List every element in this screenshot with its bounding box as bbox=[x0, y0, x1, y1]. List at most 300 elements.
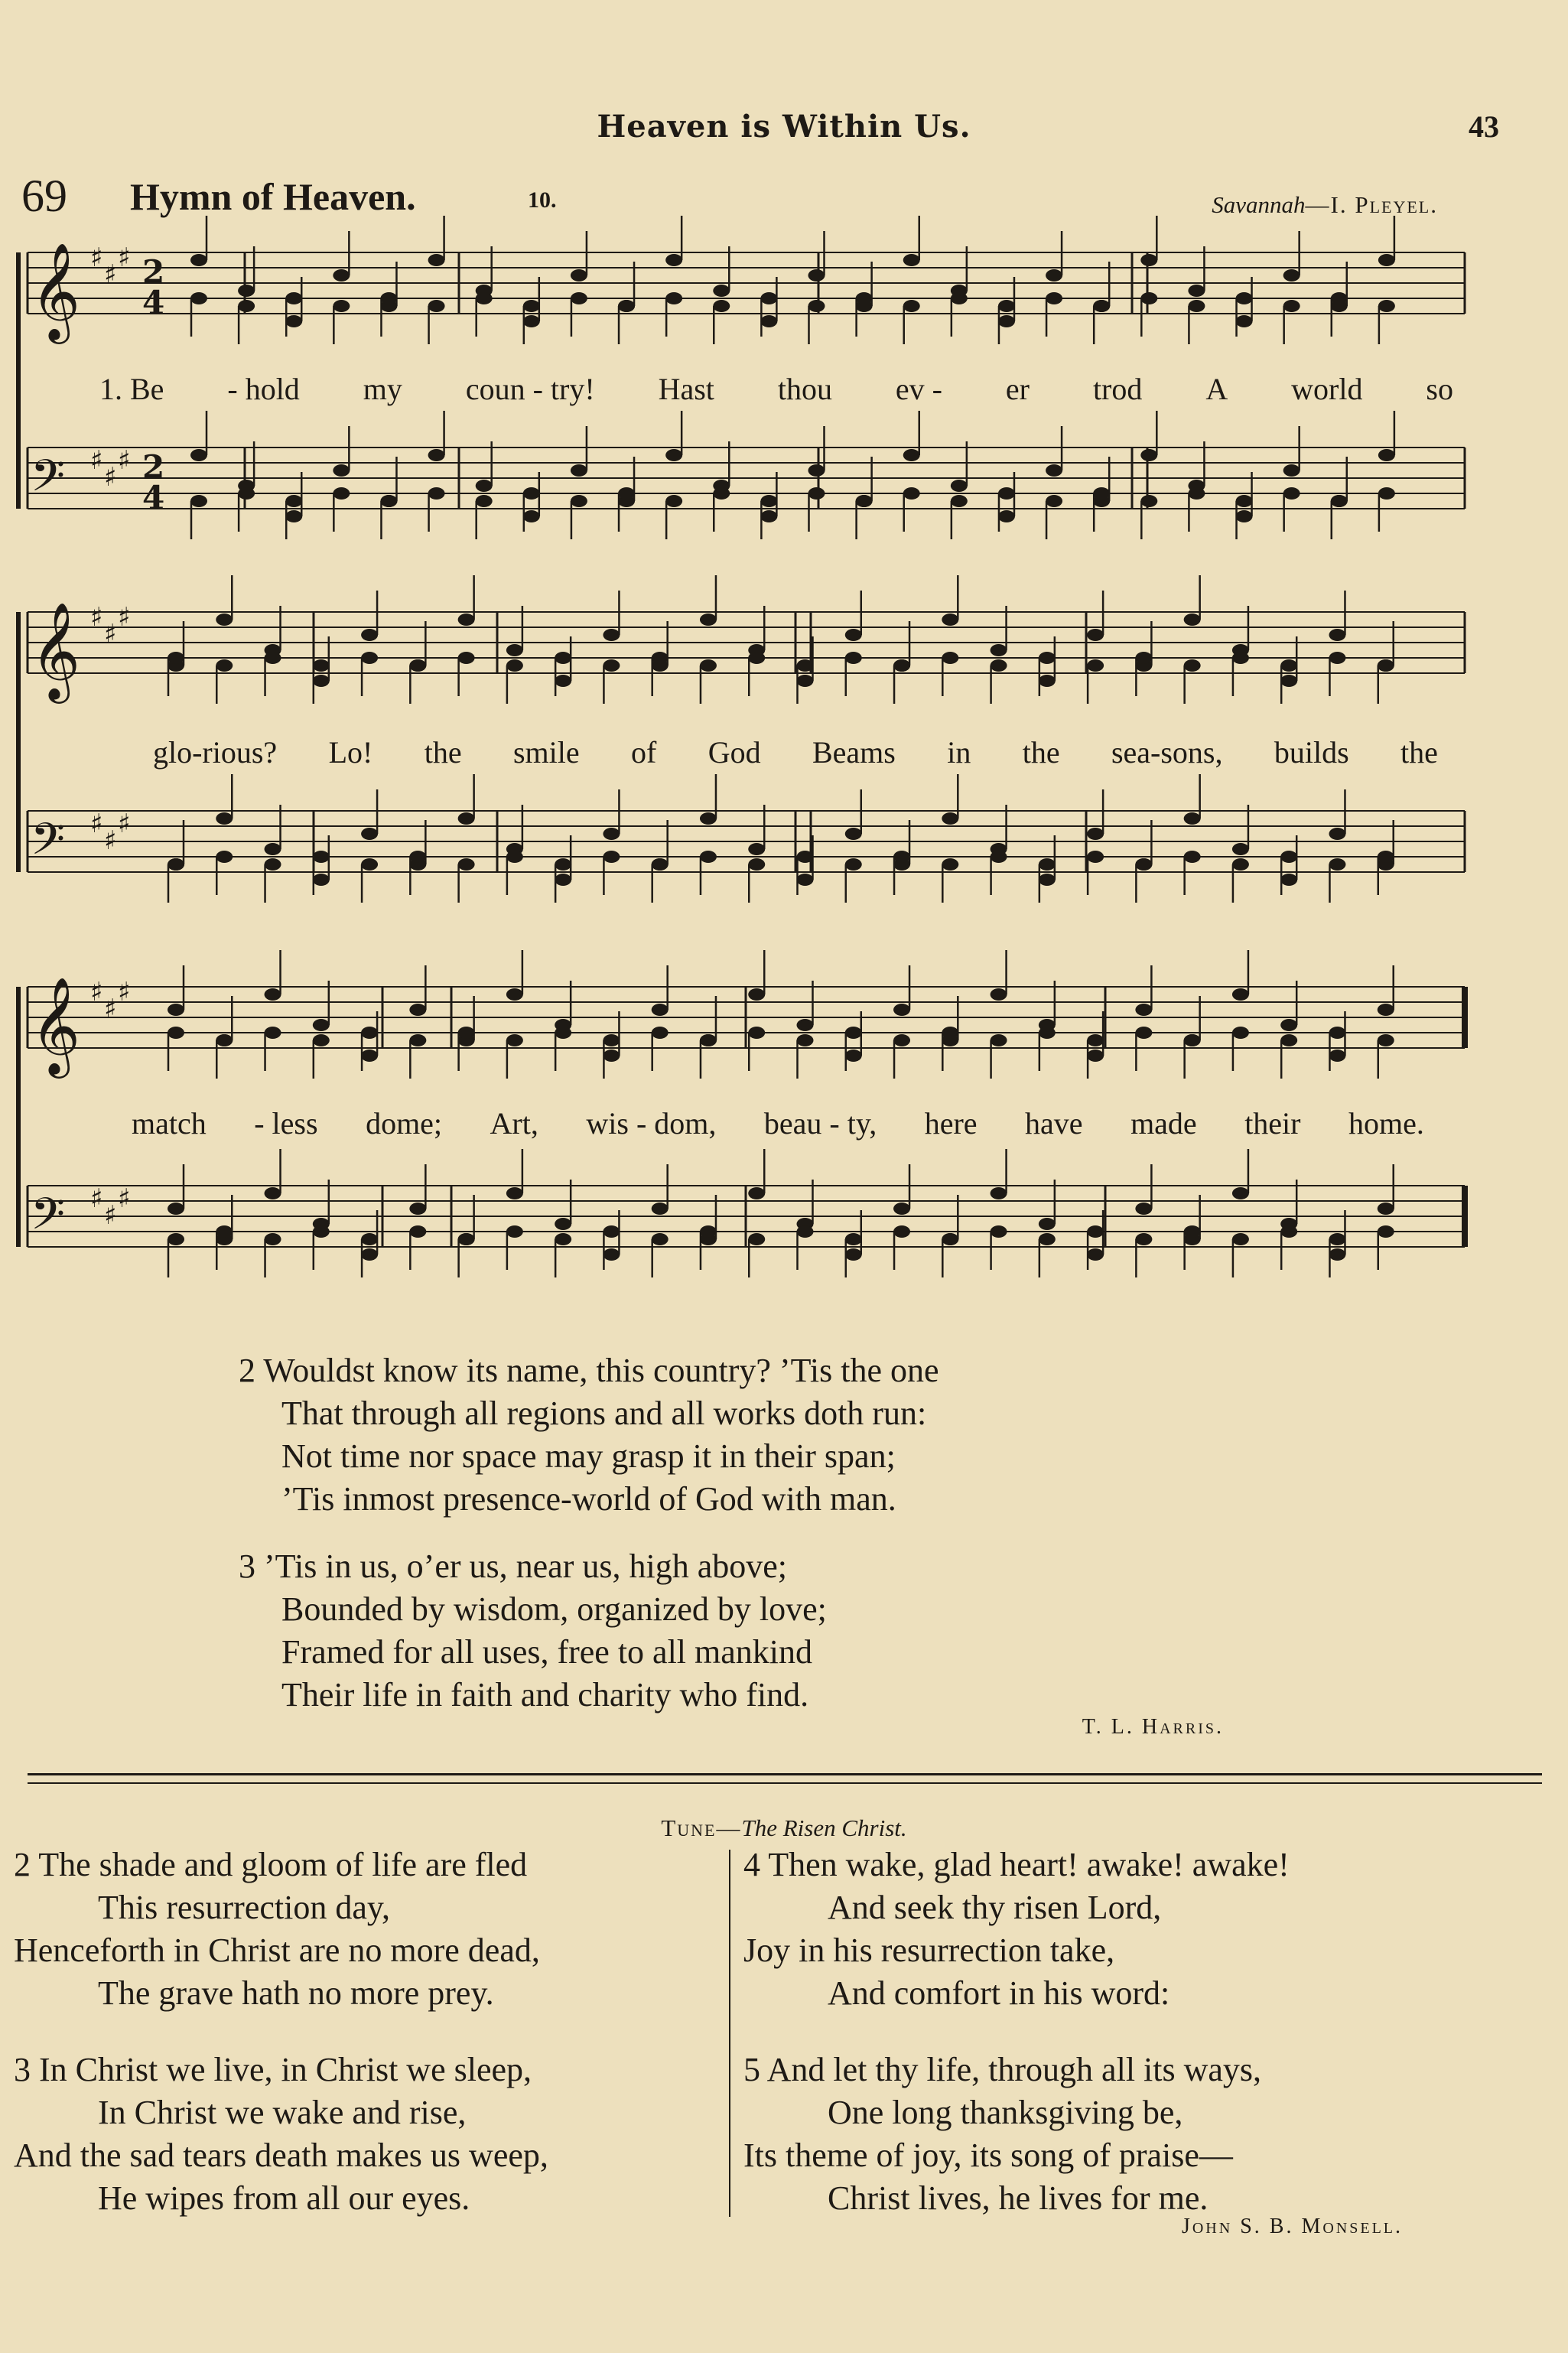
note-head bbox=[285, 315, 302, 327]
stanza-line: He wipes from all our eyes. bbox=[98, 2179, 470, 2217]
verse-line: Not time nor space may grasp it in their span; bbox=[281, 1437, 896, 1475]
note-head bbox=[893, 851, 910, 863]
note-head bbox=[409, 1004, 426, 1016]
sharp-icon: ♯ bbox=[104, 825, 117, 856]
note-head bbox=[1135, 858, 1152, 871]
note-head bbox=[893, 1203, 910, 1215]
note-head bbox=[1087, 1050, 1104, 1062]
note-head bbox=[1378, 487, 1395, 500]
note-head bbox=[523, 300, 540, 312]
note-head bbox=[1087, 1225, 1104, 1238]
stanza-line: Joy in his resurrection take, bbox=[743, 1932, 1115, 1969]
sharp-icon: ♯ bbox=[104, 462, 117, 493]
note-head bbox=[760, 510, 777, 522]
note-head bbox=[856, 292, 873, 304]
note-head bbox=[265, 988, 281, 1001]
note-head bbox=[1280, 874, 1297, 886]
note-head bbox=[991, 1225, 1007, 1238]
note-head bbox=[652, 1004, 669, 1016]
lyric-syllable: so bbox=[1426, 372, 1453, 406]
verses-block bbox=[239, 1349, 939, 1741]
note-head bbox=[845, 828, 862, 840]
note-head bbox=[1093, 300, 1110, 312]
lyric-syllable: the bbox=[424, 735, 462, 770]
note-head bbox=[1232, 652, 1249, 664]
note-head bbox=[1236, 292, 1253, 304]
note-head bbox=[313, 874, 330, 886]
sharp-icon: ♯ bbox=[118, 809, 131, 839]
note-head bbox=[1087, 659, 1104, 672]
note-head bbox=[652, 858, 669, 871]
note-head bbox=[313, 851, 330, 863]
stanza-line: And the sad tears death makes us weep, bbox=[14, 2137, 548, 2174]
note-head bbox=[903, 487, 920, 500]
lyric-syllable: world bbox=[1291, 372, 1363, 406]
note-head bbox=[1331, 495, 1348, 507]
note-head bbox=[458, 1027, 475, 1039]
time-signature: 4 bbox=[142, 479, 165, 516]
note-head bbox=[893, 1225, 910, 1238]
note-head bbox=[991, 644, 1007, 656]
second-hymn-author: John S. B. Monsell. bbox=[1181, 2215, 1403, 2238]
note-head bbox=[652, 1027, 669, 1039]
second-tune-label bbox=[0, 1814, 1568, 1842]
lyric-syllable: builds bbox=[1274, 735, 1349, 770]
note-head bbox=[603, 828, 620, 840]
note-head bbox=[1378, 659, 1394, 672]
note-head bbox=[361, 858, 378, 871]
stanza-line: The grave hath no more prey. bbox=[98, 1974, 494, 2012]
note-head bbox=[665, 495, 682, 507]
treble-clef-icon: 𝄞 bbox=[31, 601, 81, 699]
note-head bbox=[1087, 1034, 1104, 1046]
note-head bbox=[903, 254, 920, 266]
stanza-3 bbox=[14, 2049, 548, 2220]
note-head bbox=[903, 300, 920, 312]
lyric-syllable: dome; bbox=[366, 1106, 443, 1141]
note-head bbox=[361, 652, 378, 664]
note-head bbox=[951, 292, 968, 304]
note-head bbox=[1378, 851, 1394, 863]
note-head bbox=[285, 510, 302, 522]
note-head bbox=[700, 613, 717, 626]
note-head bbox=[1188, 285, 1205, 297]
verse-text: Wouldst know its name, this country? ’Tis the one bbox=[263, 1352, 939, 1389]
lyric-syllable: coun - try! bbox=[465, 372, 595, 406]
lyric-syllable: ev - bbox=[895, 372, 942, 406]
note-head bbox=[216, 851, 233, 863]
note-head bbox=[333, 300, 350, 312]
verse-line bbox=[239, 1545, 939, 1588]
note-head bbox=[893, 659, 910, 672]
stanza-line: And seek thy risen Lord, bbox=[828, 1889, 1162, 1926]
stanza-line: 3 In Christ we live, in Christ we sleep, bbox=[14, 2051, 532, 2088]
note-head bbox=[361, 1233, 378, 1245]
lyric-syllable: Hast bbox=[658, 372, 714, 406]
note-head bbox=[333, 464, 350, 477]
note-head bbox=[893, 1004, 910, 1016]
note-head bbox=[313, 675, 330, 687]
sharp-icon: ♯ bbox=[90, 809, 103, 839]
note-head bbox=[1184, 613, 1201, 626]
lyric-syllable: made bbox=[1130, 1106, 1197, 1141]
right-column bbox=[743, 1844, 1290, 2254]
time-signature: 2 bbox=[142, 253, 165, 291]
note-head bbox=[942, 613, 958, 626]
note-head bbox=[190, 449, 207, 461]
time-signature: 4 bbox=[142, 284, 165, 321]
lyric-syllable: of bbox=[631, 735, 657, 770]
stanza-line: 2 The shade and gloom of life are fled bbox=[14, 1846, 528, 1883]
tune-name: Savannah bbox=[1212, 191, 1306, 218]
note-head bbox=[313, 1034, 330, 1046]
note-head bbox=[506, 1034, 523, 1046]
stanza-line: Henceforth in Christ are no more dead, bbox=[14, 1932, 540, 1969]
note-head bbox=[942, 1233, 958, 1245]
note-head bbox=[665, 254, 682, 266]
note-head bbox=[1329, 1248, 1345, 1261]
note-head bbox=[797, 851, 814, 863]
note-head bbox=[797, 1225, 814, 1238]
note-head bbox=[1093, 487, 1110, 500]
note-head bbox=[285, 292, 302, 304]
note-head bbox=[523, 487, 540, 500]
note-head bbox=[1280, 659, 1297, 672]
lyric-syllable: their bbox=[1244, 1106, 1301, 1141]
note-head bbox=[760, 495, 777, 507]
note-head bbox=[603, 629, 620, 641]
note-head bbox=[951, 480, 968, 492]
note-head bbox=[1329, 652, 1345, 664]
lyric-syllable: smile bbox=[512, 735, 580, 770]
note-head bbox=[476, 292, 493, 304]
time-signature: 2 bbox=[142, 448, 165, 486]
note-head bbox=[1280, 851, 1297, 863]
note-head bbox=[168, 1203, 184, 1215]
note-head bbox=[333, 269, 350, 282]
stanza-line: In Christ we wake and rise, bbox=[98, 2094, 467, 2131]
note-head bbox=[506, 1225, 523, 1238]
note-head bbox=[700, 812, 717, 825]
note-head bbox=[428, 487, 445, 500]
bass-clef-icon: 𝄢 bbox=[31, 1188, 66, 1251]
note-head bbox=[409, 851, 426, 863]
note-head bbox=[409, 659, 426, 672]
section-divider bbox=[28, 1773, 1542, 1775]
note-head bbox=[845, 1050, 862, 1062]
tune-label: Tune— bbox=[661, 1814, 742, 1841]
note-head bbox=[808, 300, 825, 312]
lyric-syllable: 1. Be bbox=[99, 372, 164, 406]
sharp-icon: ♯ bbox=[104, 619, 117, 649]
note-head bbox=[428, 300, 445, 312]
note-head bbox=[1236, 315, 1253, 327]
note-head bbox=[1280, 1019, 1297, 1031]
note-head bbox=[845, 629, 862, 641]
note-head bbox=[1378, 1034, 1394, 1046]
note-head bbox=[760, 315, 777, 327]
note-head bbox=[1140, 495, 1157, 507]
verse-line bbox=[239, 1349, 939, 1392]
note-head bbox=[903, 449, 920, 461]
lyric-syllable: wis - dom, bbox=[586, 1106, 717, 1141]
note-head bbox=[428, 254, 445, 266]
bass-clef-icon: 𝄢 bbox=[31, 813, 66, 876]
note-head bbox=[618, 487, 635, 500]
note-head bbox=[856, 495, 873, 507]
note-head bbox=[998, 315, 1015, 327]
note-head bbox=[1280, 1034, 1297, 1046]
note-head bbox=[700, 659, 717, 672]
lyric-syllable: thou bbox=[777, 372, 832, 406]
note-head bbox=[1378, 1004, 1394, 1016]
verse-3 bbox=[239, 1545, 939, 1717]
note-head bbox=[265, 1187, 281, 1199]
note-head bbox=[458, 613, 475, 626]
bass-clef-icon: 𝄢 bbox=[31, 450, 66, 513]
note-head bbox=[1329, 1027, 1345, 1039]
note-head bbox=[700, 1225, 717, 1238]
note-head bbox=[797, 1019, 814, 1031]
note-head bbox=[1140, 292, 1157, 304]
section-divider-thin bbox=[28, 1782, 1542, 1784]
treble-clef-icon: 𝄞 bbox=[31, 242, 81, 340]
note-head bbox=[1087, 629, 1104, 641]
note-head bbox=[361, 1027, 378, 1039]
note-head bbox=[265, 843, 281, 855]
note-head bbox=[571, 292, 587, 304]
note-head bbox=[991, 851, 1007, 863]
sharp-icon: ♯ bbox=[90, 1183, 103, 1214]
note-head bbox=[1039, 652, 1056, 664]
note-head bbox=[1135, 652, 1152, 664]
note-head bbox=[760, 292, 777, 304]
note-head bbox=[665, 449, 682, 461]
note-head bbox=[618, 300, 635, 312]
note-head bbox=[1188, 487, 1205, 500]
treble-clef-icon: 𝄞 bbox=[31, 976, 81, 1074]
note-head bbox=[1236, 495, 1253, 507]
note-head bbox=[845, 1248, 862, 1261]
note-head bbox=[555, 858, 571, 871]
note-head bbox=[652, 1203, 669, 1215]
note-head bbox=[1140, 449, 1157, 461]
sharp-icon: ♯ bbox=[104, 994, 117, 1024]
sharp-icon: ♯ bbox=[90, 977, 103, 1007]
note-head bbox=[1039, 858, 1056, 871]
note-head bbox=[748, 1027, 765, 1039]
stanza-line: One long thanksgiving be, bbox=[828, 2094, 1183, 2131]
note-head bbox=[1188, 300, 1205, 312]
note-head bbox=[942, 1027, 958, 1039]
note-head bbox=[380, 495, 397, 507]
lyric-syllable: home. bbox=[1348, 1106, 1424, 1141]
note-head bbox=[1232, 988, 1249, 1001]
note-head bbox=[361, 828, 378, 840]
note-head bbox=[458, 812, 475, 825]
note-head bbox=[458, 858, 475, 871]
note-head bbox=[1329, 828, 1345, 840]
note-head bbox=[1232, 1027, 1249, 1039]
note-head bbox=[652, 652, 669, 664]
lyric-syllable: glo-rious? bbox=[153, 735, 278, 770]
note-head bbox=[190, 495, 207, 507]
note-head bbox=[476, 480, 493, 492]
note-head bbox=[168, 1027, 184, 1039]
note-head bbox=[1087, 1248, 1104, 1261]
note-head bbox=[942, 858, 958, 871]
note-head bbox=[238, 487, 255, 500]
note-head bbox=[555, 1233, 571, 1245]
sharp-icon: ♯ bbox=[104, 1200, 117, 1231]
sharp-icon: ♯ bbox=[104, 259, 117, 290]
note-head bbox=[506, 644, 523, 656]
note-head bbox=[942, 812, 958, 825]
note-head bbox=[603, 1050, 620, 1062]
sharp-icon: ♯ bbox=[118, 602, 131, 633]
note-head bbox=[265, 858, 281, 871]
lyric-syllable: the bbox=[1022, 735, 1060, 770]
note-head bbox=[190, 292, 207, 304]
verse-line: That through all regions and all works doth run: bbox=[281, 1395, 927, 1432]
note-head bbox=[313, 1225, 330, 1238]
note-head bbox=[361, 1050, 378, 1062]
verse-2 bbox=[239, 1349, 939, 1521]
note-head bbox=[713, 285, 730, 297]
lyric-syllable: in bbox=[947, 735, 971, 770]
note-head bbox=[1232, 843, 1249, 855]
note-head bbox=[1329, 629, 1345, 641]
stanza-line: Its theme of joy, its song of praise— bbox=[743, 2137, 1233, 2174]
note-head bbox=[1280, 1225, 1297, 1238]
note-head bbox=[571, 464, 587, 477]
sharp-icon: ♯ bbox=[118, 242, 131, 273]
note-head bbox=[458, 652, 475, 664]
note-head bbox=[238, 300, 255, 312]
note-head bbox=[476, 495, 493, 507]
note-head bbox=[1046, 495, 1062, 507]
note-head bbox=[1378, 1225, 1394, 1238]
note-head bbox=[523, 315, 540, 327]
sharp-icon: ♯ bbox=[118, 445, 131, 476]
verse-text: ’Tis in us, o’er us, near us, high above; bbox=[264, 1548, 787, 1585]
stanza-2 bbox=[14, 1844, 548, 2015]
lyric-syllable: trod bbox=[1092, 372, 1143, 406]
lyric-syllable: here bbox=[924, 1106, 978, 1141]
verse-line: ’Tis inmost presence-world of God with man. bbox=[281, 1480, 896, 1518]
stanza-5 bbox=[743, 2049, 1290, 2220]
note-head bbox=[1184, 851, 1201, 863]
note-head bbox=[998, 510, 1015, 522]
note-head bbox=[216, 659, 233, 672]
note-head bbox=[991, 659, 1007, 672]
page-number: 43 bbox=[1469, 109, 1499, 144]
note-head bbox=[523, 510, 540, 522]
lyric-syllable: A bbox=[1205, 372, 1228, 406]
note-head bbox=[748, 988, 765, 1001]
note-head bbox=[845, 652, 862, 664]
note-head bbox=[1329, 1050, 1345, 1062]
note-head bbox=[1135, 1004, 1152, 1016]
note-head bbox=[808, 464, 825, 477]
note-head bbox=[713, 487, 730, 500]
note-head bbox=[265, 652, 281, 664]
note-head bbox=[845, 858, 862, 871]
stanza-line: And comfort in his word: bbox=[828, 1974, 1170, 2012]
lyric-line-3 bbox=[132, 1105, 1424, 1141]
note-head bbox=[1283, 487, 1300, 500]
note-head bbox=[1039, 1027, 1056, 1039]
note-head bbox=[1039, 675, 1056, 687]
note-head bbox=[700, 851, 717, 863]
lyric-syllable: - hold bbox=[227, 372, 300, 406]
note-head bbox=[652, 1233, 669, 1245]
note-head bbox=[265, 1027, 281, 1039]
note-head bbox=[808, 269, 825, 282]
note-head bbox=[428, 449, 445, 461]
note-head bbox=[1331, 292, 1348, 304]
note-head bbox=[808, 487, 825, 500]
sharp-icon: ♯ bbox=[90, 445, 103, 476]
note-head bbox=[506, 1187, 523, 1199]
note-head bbox=[168, 652, 184, 664]
note-head bbox=[1283, 300, 1300, 312]
note-head bbox=[555, 652, 571, 664]
verse-line: Bounded by wisdom, organized by love; bbox=[281, 1590, 827, 1628]
note-head bbox=[797, 1034, 814, 1046]
note-head bbox=[1135, 1203, 1152, 1215]
note-head bbox=[216, 613, 233, 626]
note-head bbox=[1046, 464, 1062, 477]
note-head bbox=[313, 1019, 330, 1031]
hymn-meter: 10. bbox=[528, 187, 557, 213]
note-head bbox=[1184, 1225, 1201, 1238]
lyric-syllable: er bbox=[1005, 372, 1030, 406]
note-head bbox=[1140, 254, 1157, 266]
note-head bbox=[1378, 254, 1395, 266]
stanza-line: This resurrection day, bbox=[98, 1889, 391, 1926]
note-head bbox=[285, 495, 302, 507]
composer: —I. Pleyel. bbox=[1305, 191, 1438, 218]
note-head bbox=[361, 1248, 378, 1261]
note-head bbox=[168, 1233, 184, 1245]
note-head bbox=[1232, 1187, 1249, 1199]
note-head bbox=[216, 1034, 233, 1046]
left-column bbox=[14, 1844, 548, 2254]
lyric-syllable: my bbox=[363, 372, 402, 406]
note-head bbox=[1283, 464, 1300, 477]
note-head bbox=[603, 851, 620, 863]
note-head bbox=[1329, 1233, 1345, 1245]
note-head bbox=[555, 675, 571, 687]
lyric-syllable: beau - ty, bbox=[763, 1106, 877, 1141]
stanza-line: Christ lives, he lives for me. bbox=[828, 2179, 1209, 2217]
note-head bbox=[506, 659, 523, 672]
note-head bbox=[409, 1225, 426, 1238]
note-head bbox=[1046, 269, 1062, 282]
note-head bbox=[748, 843, 765, 855]
sharp-icon: ♯ bbox=[118, 977, 131, 1007]
note-head bbox=[748, 652, 765, 664]
note-head bbox=[713, 300, 730, 312]
lyric-syllable: the bbox=[1400, 735, 1438, 770]
hymn-title: Hymn of Heaven. bbox=[130, 175, 416, 218]
note-head bbox=[1378, 1203, 1394, 1215]
note-head bbox=[893, 1034, 910, 1046]
stanza-line: 5 And let thy life, through all its ways, bbox=[743, 2051, 1262, 2088]
note-head bbox=[506, 851, 523, 863]
hymn-number: 69 bbox=[21, 171, 67, 221]
